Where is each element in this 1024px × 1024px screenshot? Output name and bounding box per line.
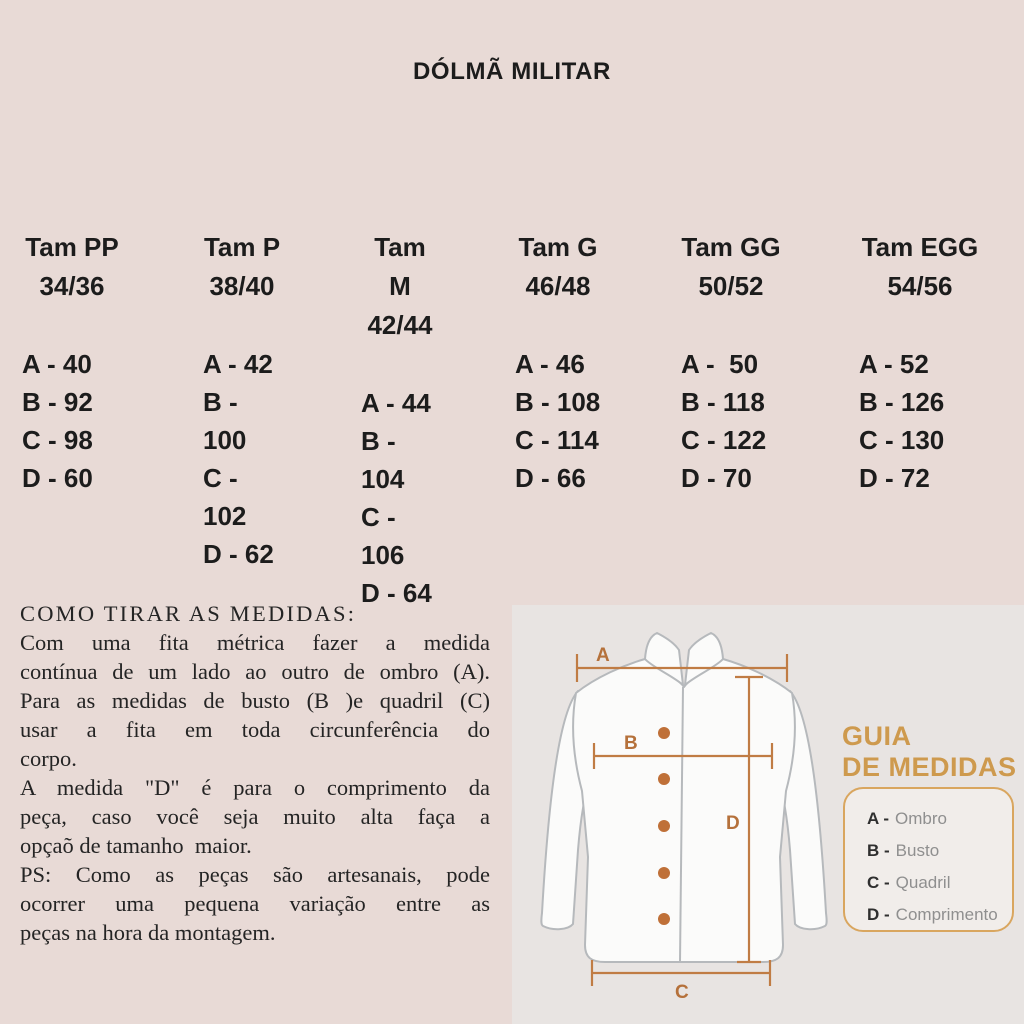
- instructions-line: contínua de um lado ao outro de ombro (A).: [20, 659, 490, 684]
- legend-key: C -: [867, 873, 890, 892]
- legend-key: D -: [867, 905, 890, 924]
- jacket-button: [658, 727, 670, 739]
- legend-item-comprimento: [867, 899, 1012, 931]
- guide-title: [842, 721, 1017, 783]
- measurement-row: D - 70: [681, 463, 752, 493]
- measurement-row: A - 46: [515, 349, 585, 379]
- size-column-g: [515, 228, 601, 497]
- measurement-row: C - 102: [203, 463, 247, 531]
- size-name: Tam GG: [681, 232, 781, 262]
- size-name: Tam G: [518, 232, 598, 262]
- size-measurements: [681, 345, 781, 497]
- legend-item-quadril: [867, 867, 1012, 899]
- instructions-line: Para as medidas de busto (B )e quadril (C): [20, 688, 490, 713]
- instructions-line: peça, caso você seja muito alta faça a: [20, 804, 490, 829]
- legend-label: Busto: [895, 841, 940, 860]
- instructions-line: ocorrer uma pequena variação entre as: [20, 891, 490, 916]
- measuring-instructions: [20, 599, 490, 947]
- size-measurements: [515, 345, 601, 497]
- measures-legend: [843, 787, 1014, 932]
- size-name: Tam EGG: [861, 232, 979, 262]
- measurement-row: B - 108: [515, 387, 601, 417]
- size-column-p: [203, 228, 281, 573]
- measure-label-b: B: [624, 733, 638, 754]
- measurement-row: A - 44: [361, 388, 431, 418]
- size-range: 38/40: [209, 271, 275, 301]
- guide-title-line1: GUIA: [842, 721, 912, 751]
- size-range: 34/36: [39, 271, 105, 301]
- legend-key: B -: [867, 841, 890, 860]
- measurement-row: B - 104: [361, 426, 405, 494]
- size-measurements: [20, 345, 124, 497]
- jacket-button: [658, 820, 670, 832]
- measure-label-d: D: [726, 813, 740, 834]
- size-range: 42/44: [367, 310, 433, 340]
- instructions-heading: COMO TIRAR AS MEDIDAS:: [20, 601, 357, 626]
- measurement-row: B - 126: [859, 387, 945, 417]
- size-name: Tam PP: [25, 232, 119, 262]
- measurement-row: D - 66: [515, 463, 586, 493]
- measurement-row: D - 62: [203, 539, 274, 569]
- measurement-row: A - 42: [203, 349, 273, 379]
- guide-title-line2: DE MEDIDAS: [842, 752, 1017, 782]
- size-range: 46/48: [525, 271, 591, 301]
- legend-item-ombro: [867, 803, 1012, 835]
- size-column-gg: [681, 228, 781, 497]
- jacket-button: [658, 913, 670, 925]
- page-title: DÓLMÃ MILITAR: [413, 58, 611, 85]
- measure-guide-panel: [512, 605, 1024, 1024]
- measurement-row: A - 50: [681, 349, 759, 379]
- measurement-row: C - 106: [361, 502, 405, 570]
- size-range: 54/56: [887, 271, 953, 301]
- size-column-pp: [20, 228, 124, 497]
- size-column-egg: [859, 228, 981, 497]
- measure-label-a: A: [596, 645, 610, 666]
- measurement-row: C - 130: [859, 425, 945, 455]
- size-range: 50/52: [698, 271, 764, 301]
- measurement-row: D - 60: [22, 463, 93, 493]
- legend-label: Ombro: [895, 809, 947, 828]
- instructions-line: PS: Como as peças são artesanais, pode: [20, 862, 490, 887]
- legend-label: Comprimento: [895, 905, 998, 924]
- legend-key: A -: [867, 809, 890, 828]
- measurement-row: A - 52: [859, 349, 929, 379]
- size-column-m: [361, 228, 439, 612]
- instructions-line: opçaõ de tamanho maior.: [20, 833, 252, 858]
- measurement-row: B - 118: [681, 387, 765, 417]
- jacket-button: [658, 867, 670, 879]
- instructions-line: Com uma fita métrica fazer a medida: [20, 630, 490, 655]
- measurement-row: C - 98: [22, 425, 93, 455]
- measurement-row: B - 92: [22, 387, 93, 417]
- measurement-row: D - 72: [859, 463, 930, 493]
- size-measurements: [361, 384, 439, 612]
- size-name: Tam P: [203, 232, 281, 262]
- measurement-row: B - 100: [203, 387, 247, 455]
- jacket-button: [658, 773, 670, 785]
- size-measurements: [203, 345, 281, 573]
- measurement-row: C - 122: [681, 425, 767, 455]
- legend-label: Quadril: [895, 873, 951, 892]
- instructions-line: peças na hora da montagem.: [20, 920, 276, 945]
- measurement-row: D - 64: [361, 578, 432, 608]
- measurement-row: C - 114: [515, 425, 599, 455]
- measure-label-c: C: [675, 982, 689, 1003]
- legend-item-busto: [867, 835, 1012, 867]
- instructions-line: A medida "D" é para o comprimento da: [20, 775, 490, 800]
- instructions-line: usar a fita em toda circunferência do: [20, 717, 490, 742]
- size-measurements: [859, 345, 981, 497]
- jacket-body: [573, 659, 795, 962]
- instructions-line: corpo.: [20, 746, 77, 771]
- size-name: Tam M: [374, 232, 433, 301]
- measurement-row: A - 40: [22, 349, 92, 379]
